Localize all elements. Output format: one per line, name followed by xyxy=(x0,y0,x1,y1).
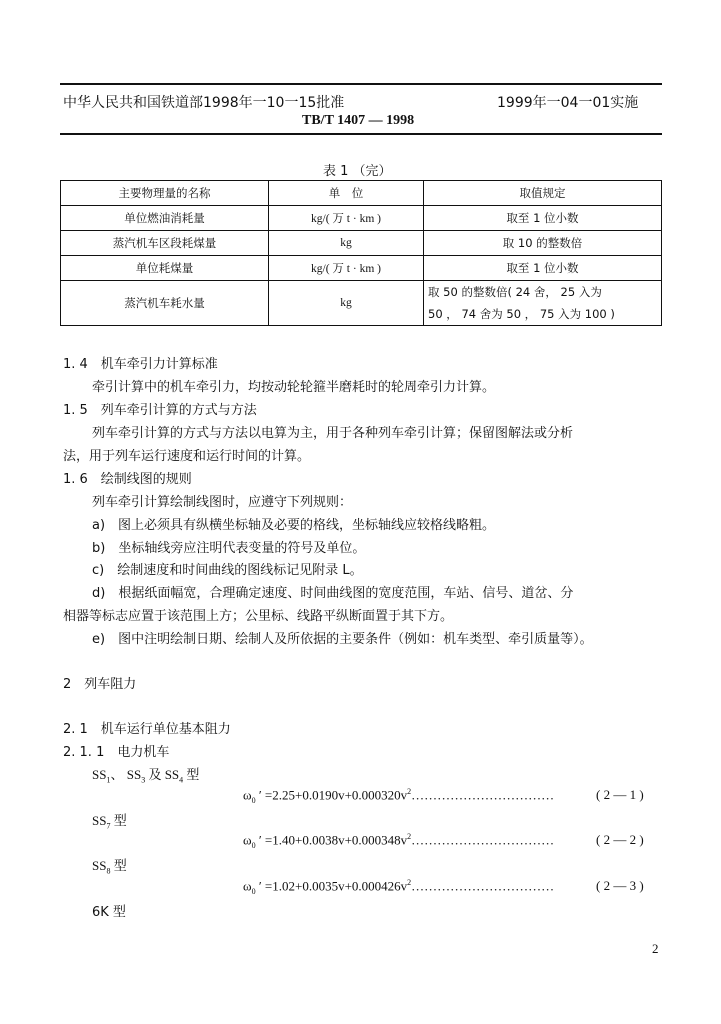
section-1-5-body-line1: 列车牵引计算的方式与方法以电算为主，用于各种列车牵引计算；保留图解法或分析 xyxy=(92,426,574,441)
header-unit: 单 位 xyxy=(269,181,424,206)
omega-symbol: ω xyxy=(243,787,252,803)
cell-unit: kg/( 万 t · km ) xyxy=(269,256,424,281)
header-rule: 取值规定 xyxy=(424,181,662,206)
section-2-title: 2 列车阻力 xyxy=(63,677,137,692)
section-1-4-title: 1. 4 机车牵引力计算标准 xyxy=(63,357,218,372)
cell-unit: kg xyxy=(269,281,424,326)
table-row xyxy=(61,206,662,231)
locomotive-label-6k: 6K 型 xyxy=(92,905,126,920)
cell-rule-line1: 取 50 的整数倍( 24 舍， 25 入为 xyxy=(428,285,602,299)
leader-dots: …………………………… xyxy=(411,787,555,803)
physical-quantity-table xyxy=(60,180,662,326)
table-row xyxy=(61,281,662,326)
leader-dots: …………………………… xyxy=(411,832,555,848)
formula-number-2-1: ( 2 — 1 ) xyxy=(596,787,644,802)
section-2-1-1-title: 2. 1. 1 电力机车 xyxy=(63,745,170,760)
approval-line: 中华人民共和国铁道部1998年一10一15批准 xyxy=(63,95,345,111)
header-bottom-rule xyxy=(60,133,662,135)
header-name: 主要物理量的名称 xyxy=(61,181,269,206)
locomotive-label-ss7: $SS_7$ 型 xyxy=(92,813,127,831)
rule-item-b: b) 坐标轴线旁应注明代表变量的符号及单位。 xyxy=(92,541,366,556)
locomotive-label-ss1-ss3-ss4: $SS_1$、 $SS_3$ 及 $SS_4$ 型 xyxy=(92,767,200,785)
rule-item-d-line2: 相器等标志应置于该范围上方；公里标、线路平纵断面置于其下方。 xyxy=(63,609,454,624)
locomotive-label-ss8: $SS_8$ 型 xyxy=(92,858,127,876)
section-1-6-intro: 列车牵引计算绘制线图时，应遵守下列规则： xyxy=(92,495,353,510)
cell-name: 单位燃油消耗量 xyxy=(61,206,269,231)
cell-name: 单位耗煤量 xyxy=(61,256,269,281)
table-row xyxy=(61,256,662,281)
cell-unit: kg xyxy=(269,231,424,256)
section-1-5-body-line2: 法，用于列车运行速度和运行时间的计算。 xyxy=(63,449,311,464)
formula-2-1: $\omega_0$ ′ $=2.25+0.0190v+0.000320v^2\dots\dots\dots\dots\dots\dots\dots\dots\dots\dots\dots$ xyxy=(243,787,555,805)
formula-number-2-2: ( 2 — 2 ) xyxy=(596,832,644,847)
table-caption: 表 1 （完） xyxy=(323,164,392,179)
section-1-5-title: 1. 5 列车牵引计算的方式与方法 xyxy=(63,403,257,418)
section-2-1-title: 2. 1 机车运行单位基本阻力 xyxy=(63,722,231,737)
cell-name: 蒸汽机车区段耗煤量 xyxy=(61,231,269,256)
table-header-row xyxy=(61,181,662,206)
cell-unit: kg/( 万 t · km ) xyxy=(269,206,424,231)
section-1-4-body: 牵引计算中的机车牵引力，均按动轮轮箍半磨耗时的轮周牵引力计算。 xyxy=(92,380,496,395)
omega-symbol: ω xyxy=(243,832,252,848)
cell-rule xyxy=(424,281,662,326)
implementation-date: 1999年一04一01实施 xyxy=(497,95,639,111)
formula-2-3: $\omega_0$ ′ $=1.02+0.0035v+0.000426v^2\dots\dots\dots\dots\dots\dots\dots\dots\dots\dots\dots$ xyxy=(243,878,555,896)
cell-rule: 取至 1 位小数 xyxy=(424,206,662,231)
rule-item-e: e) 图中注明绘制日期、绘制人及所依据的主要条件（例如：机车类型、牵引质量等）。 xyxy=(92,632,593,647)
cell-rule: 取至 1 位小数 xyxy=(424,256,662,281)
rule-item-a: a) 图上必须具有纵横坐标轴及必要的格线，坐标轴线应较格线略粗。 xyxy=(92,518,496,533)
cell-rule: 取 10 的整数倍 xyxy=(424,231,662,256)
rule-item-c: c) 绘制速度和时间曲线的图线标记见附录 L。 xyxy=(92,563,363,578)
formula-number-2-3: ( 2 — 3 ) xyxy=(596,878,644,893)
leader-dots: …………………………… xyxy=(411,878,555,894)
table-row xyxy=(61,231,662,256)
page-number: 2 xyxy=(652,941,659,956)
rule-item-d-line1: d) 根据纸面幅宽，合理确定速度、时间曲线图的宽度范围，车站、信号、道岔、分 xyxy=(92,586,574,601)
cell-rule-line2: 50 ， 74 舍为 50 ， 75 入为 100 ) xyxy=(428,307,615,321)
standard-code: TB/T 1407 — 1998 xyxy=(302,113,415,128)
formula-2-2: $\omega_0$ ′ $=1.40+0.0038v+0.000348v^2\dots\dots\dots\dots\dots\dots\dots\dots\dots\dots\dots$ xyxy=(243,832,555,850)
section-1-6-title: 1. 6 绘制线图的规则 xyxy=(63,472,192,487)
omega-symbol: ω xyxy=(243,878,252,894)
cell-name: 蒸汽机车耗水量 xyxy=(61,281,269,326)
header-top-rule xyxy=(60,83,662,85)
